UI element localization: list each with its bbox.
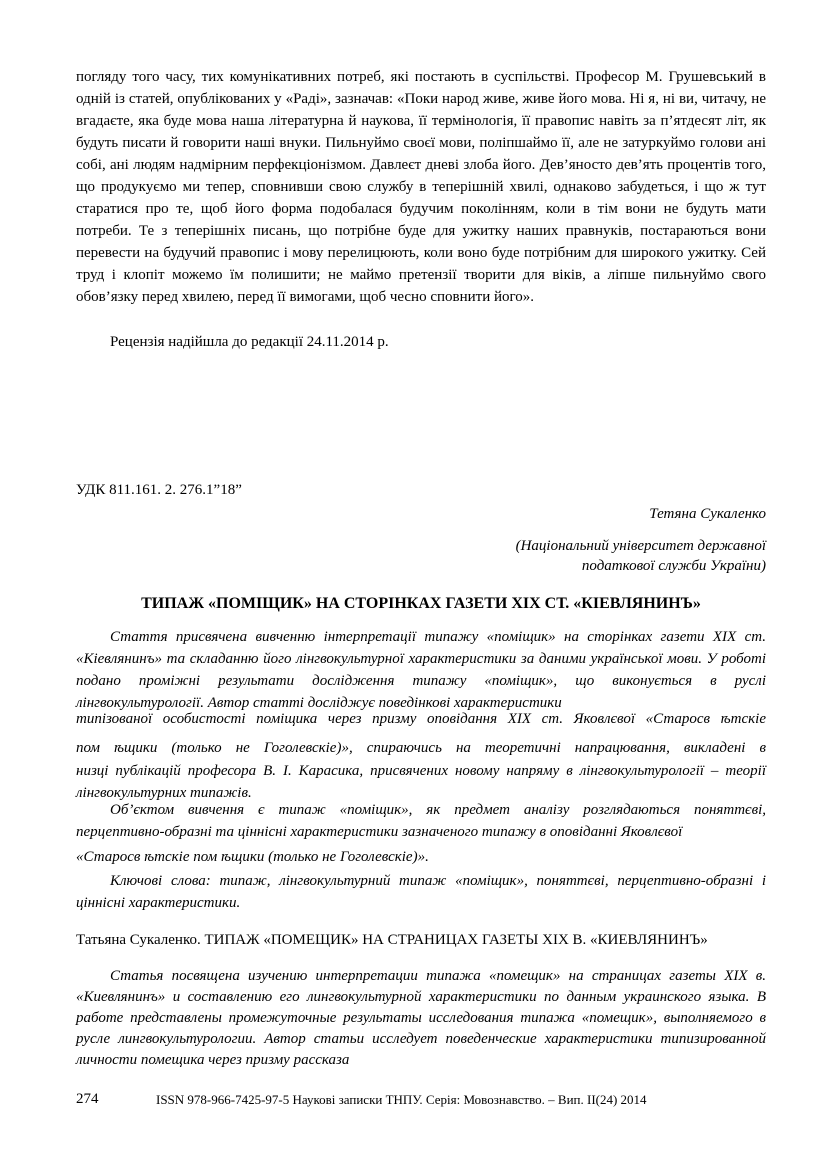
review-note: Рецензія надійшла до редакції 24.11.2014 р. (110, 334, 389, 350)
page-number: 274 (76, 1091, 99, 1107)
udc-code: УДК 811.161. 2. 276.1”18” (76, 482, 242, 498)
article-title: ТИПАЖ «ПОМІЩИК» НА СТОРІНКАХ ГАЗЕТИ XIX СТ. «КІЕВЛЯНИНЪ» (141, 595, 701, 612)
keywords-uk: Ключові слова: типаж, лінгвокультурний типаж «поміщик», поняттєві, перцептивно-образні і ціннісні характеристики. (76, 873, 766, 911)
abstract-uk-paragraph-1: Стаття присвячена вивченню інтерпретації типажу «поміщик» на сторінках газети XIX ст. «Кіевлянинъ» та складанню його лінгвокультурної характеристики за даними української мови. У роботі подано проміжні результати дослідження типажу «поміщик», що виконується в руслі лінгвокультурології. Автор статті досліджує поведінкові характеристики (76, 629, 766, 711)
ru-header: Татьяна Сукаленко. ТИПАЖ «ПОМЕЩИК» НА СТРАНИЦАХ ГАЗЕТЫ XIX В. «КИЕВЛЯНИНЪ» (76, 932, 708, 948)
continuation-paragraph: погляду того часу, тих комунікативних потреб, які постають в суспільстві. Професор М. Грушевський в одній із статей, опублікованих у «Раді», зазначав: «Поки народ живе, живе його мова. Ні я, ні ви, читачу, не вгадаєте, яка буде мова наша літературна й наукова, її термінологія, її правопис навіть за п’ятдесят літ, як будуть писати й говорити наші внуки. Пильнуймо своєї мови, поліпшаймо її, але не затуркуймо голови ані собі, ані людям надмірним перфекціонізмом. Давлеєт дневі злоба його. Дев’яносто дев’ять процентів того, що продукуємо ми тепер, сповнивши свою службу в теперішній хвилі, однаково забудеться, і що ж тут старатися про те, щоб його форма подобалася будучим поколінням, коли в тім вони не будуть мати потреби. Те з теперішніх писань, що потрібне буде для ужитку наших правнуків, постараються вони перевести на будучий правопис і мову перелицюють, коли воно буде потрібним для широкого ужитку. Сей труд і клопіт можемо їм полишити; не маймо претензії творити для віків, а ліпше пильнуймо свого обов’язку перед хвилею, перед її вимогами, щоб чесно сповнити його». (76, 69, 766, 305)
abstract-uk-paragraph-2: Об’єктом вивчення є типаж «поміщик», як предмет аналізу розглядаються поняттєві, перцептивно-образні та ціннісні характеристики зазначеного типажу в оповіданні Яковлєвої (76, 802, 766, 840)
affiliation-line-1: (Національний університет державної (515, 538, 766, 554)
abstract-uk-tail: низці публікацій професора В. І. Карасика, присвячених новому напряму в лінгвокультурології – теорії лінгвокультурних типажів. (76, 763, 766, 801)
abstract-uk-line-6: пом ѣщики (только не Гоголевскіе)», спираючись на теоретичні напрацювання, викладені в (76, 740, 766, 756)
journal-footer: ISSN 978-966-7425-97-5 Наукові записки ТНПУ. Серія: Мовознавство. – Вип. ІІ(24) 2014 (156, 1092, 647, 1107)
abstract-uk-paragraph-2-line-3: «Старосв ѣтскіе пом ѣщики (только не Гоголевскіе)». (76, 849, 429, 865)
affiliation-line-2: податкової служби України) (581, 558, 766, 574)
author-name: Тетяна Сукаленко (649, 506, 766, 522)
abstract-ru: Статья посвящена изучению интерпретации типажа «помещик» на страницах газеты XIX в. «Киевлянинъ» и составлению его лингвокультурной характеристики по данным украинского языка. В работе представлены промежуточные результаты исследования типажа «помещик», выполняемого в русле лингвокультурологии. Автор статьи исследует поведенческие характеристики типизированной личности помещика через призму рассказа (76, 968, 766, 1068)
abstract-uk-line-5: типізованої особистості поміщика через призму оповідання XIX ст. Яковлєвої «Старосв ѣтскіе (76, 711, 766, 727)
